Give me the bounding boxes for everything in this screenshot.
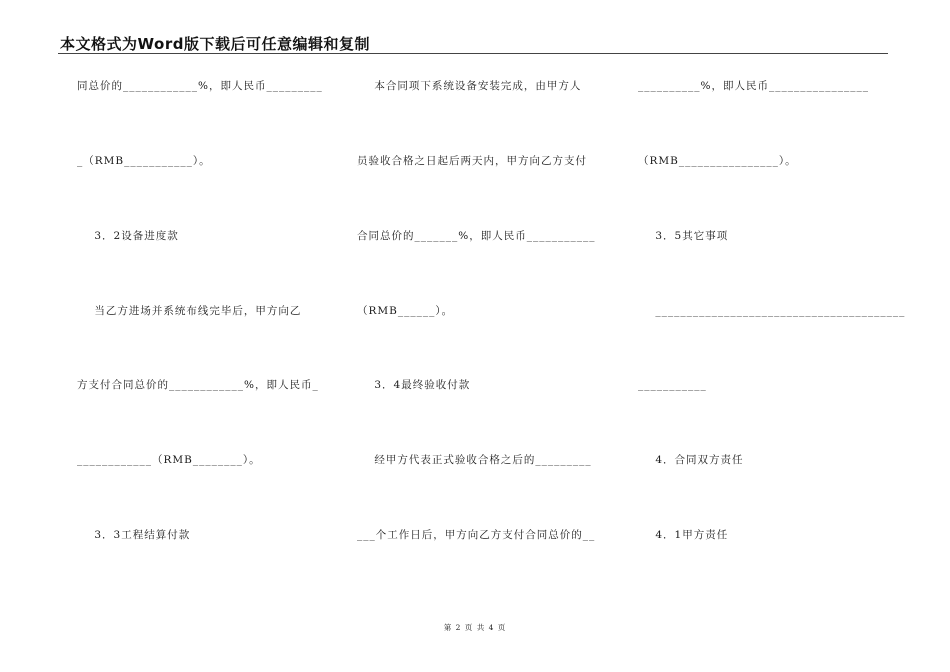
header-divider — [58, 53, 888, 54]
text-line: 3．3工程结算付款 — [77, 529, 191, 541]
text-line: （RMB________________）。 — [638, 155, 797, 167]
text-line: ___________ — [638, 379, 707, 391]
text-line: 同总价的____________%，即人民币_________ — [77, 80, 323, 92]
text-line: 经甲方代表正式验收合格之后的_________ — [357, 454, 592, 466]
text-line: __________%，即人民币________________ — [638, 80, 869, 92]
text-line: 当乙方进场并系统布线完毕后，甲方向乙 — [77, 305, 302, 317]
text-line: （RMB______）。 — [357, 305, 454, 317]
text-line: 本合同项下系统设备安装完成，由甲方人 — [357, 80, 582, 92]
text-line: ____________（RMB________）。 — [77, 454, 261, 466]
text-line: _（RMB___________）。 — [77, 155, 211, 167]
text-line: ___个工作日后，甲方向乙方支付合同总价的__ — [357, 529, 596, 541]
text-line: 4．合同双方责任 — [638, 454, 744, 466]
page-number-footer: 第 2 页 共 4 页 — [443, 623, 507, 632]
text-line: ________________________________________ — [638, 305, 906, 317]
text-line: 方支付合同总价的____________%，即人民币_ — [77, 379, 319, 391]
document-header-title: 本文格式为Word版下载后可任意编辑和复制 — [60, 35, 370, 53]
text-line: 3．5其它事项 — [638, 230, 729, 242]
text-line: 4．1甲方责任 — [638, 529, 729, 541]
text-line: 员验收合格之日起后两天内，甲方向乙方支付 — [357, 155, 587, 167]
text-line: 3．4最终验收付款 — [357, 379, 471, 391]
text-line: 3．2设备进度款 — [77, 230, 179, 242]
text-line: 合同总价的_______%，即人民币___________ — [357, 230, 596, 242]
